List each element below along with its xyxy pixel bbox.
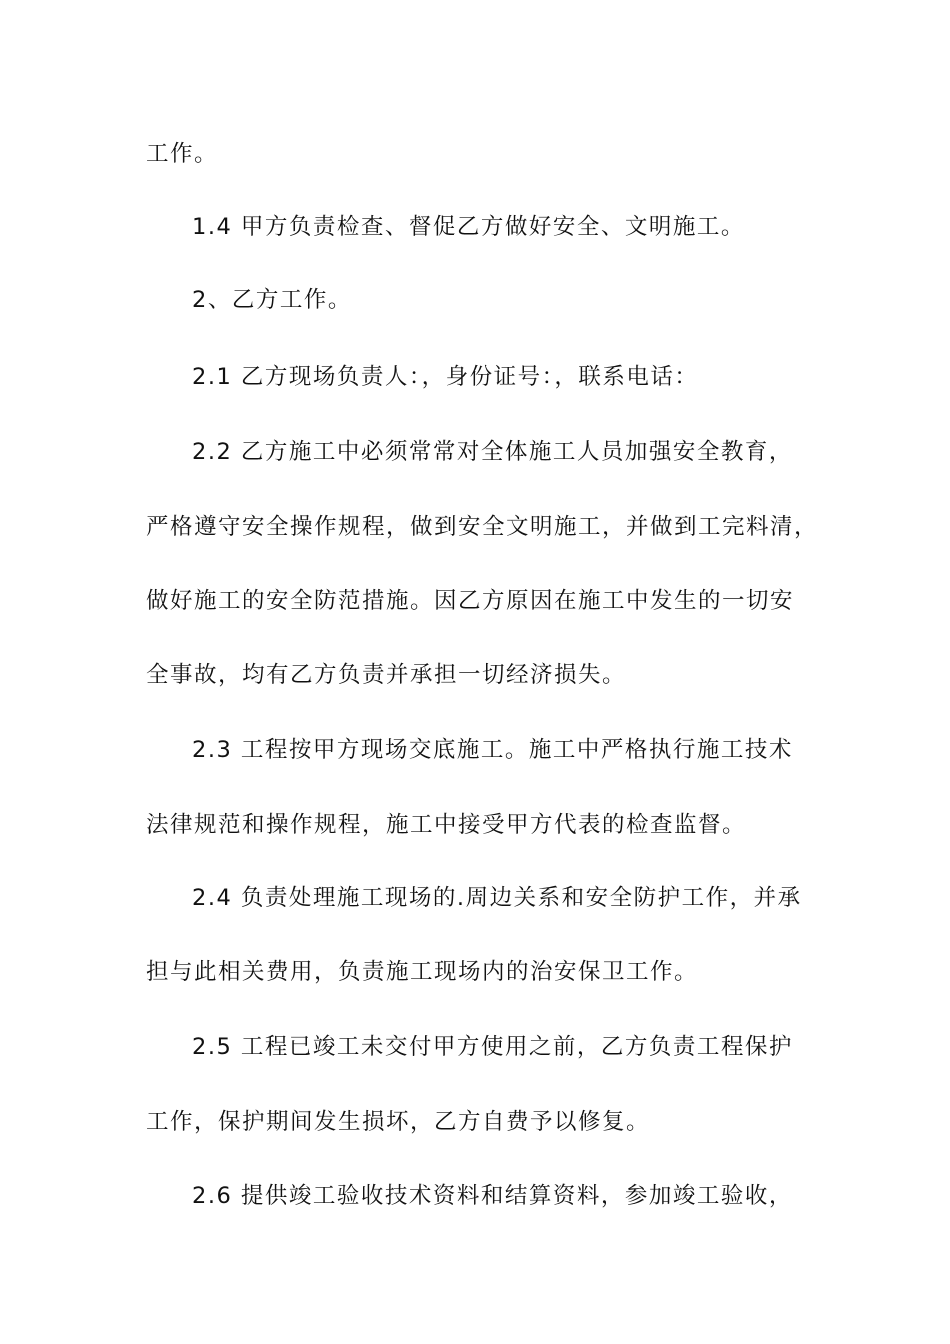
text-line: 严格遵守安全操作规程，做到安全文明施工，并做到工完料清， bbox=[146, 514, 819, 540]
clause-2-3: 2.3 工程按甲方现场交底施工。施工中严格执行施工技术 bbox=[192, 737, 793, 763]
text-line: 法律规范和操作规程，施工中接受甲方代表的检查监督。 bbox=[146, 812, 747, 838]
text-line: 全事故，均有乙方负责并承担一切经济损失。 bbox=[146, 662, 627, 688]
text-line: 工作，保护期间发生损坏，乙方自费予以修复。 bbox=[146, 1109, 651, 1135]
text-line: 担与此相关费用，负责施工现场内的治安保卫工作。 bbox=[146, 959, 699, 985]
clause-2-5: 2.5 工程已竣工未交付甲方使用之前，乙方负责工程保护 bbox=[192, 1034, 793, 1060]
section-2-heading: 2、乙方工作。 bbox=[192, 287, 352, 313]
text-line: 做好施工的安全防范措施。因乙方原因在施工中发生的一切安 bbox=[146, 588, 795, 614]
clause-2-4: 2.4 负责处理施工现场的.周边关系和安全防护工作，并承 bbox=[192, 885, 802, 911]
clause-2-2: 2.2 乙方施工中必须常常对全体施工人员加强安全教育， bbox=[192, 439, 793, 465]
clause-2-6: 2.6 提供竣工验收技术资料和结算资料，参加竣工验收， bbox=[192, 1183, 793, 1209]
clause-1-4: 1.4 甲方负责检查、督促乙方做好安全、文明施工。 bbox=[192, 214, 745, 240]
clause-2-1: 2.1 乙方现场负责人：，身份证号：，联系电话： bbox=[192, 364, 699, 390]
text-line: 工作。 bbox=[146, 141, 219, 167]
